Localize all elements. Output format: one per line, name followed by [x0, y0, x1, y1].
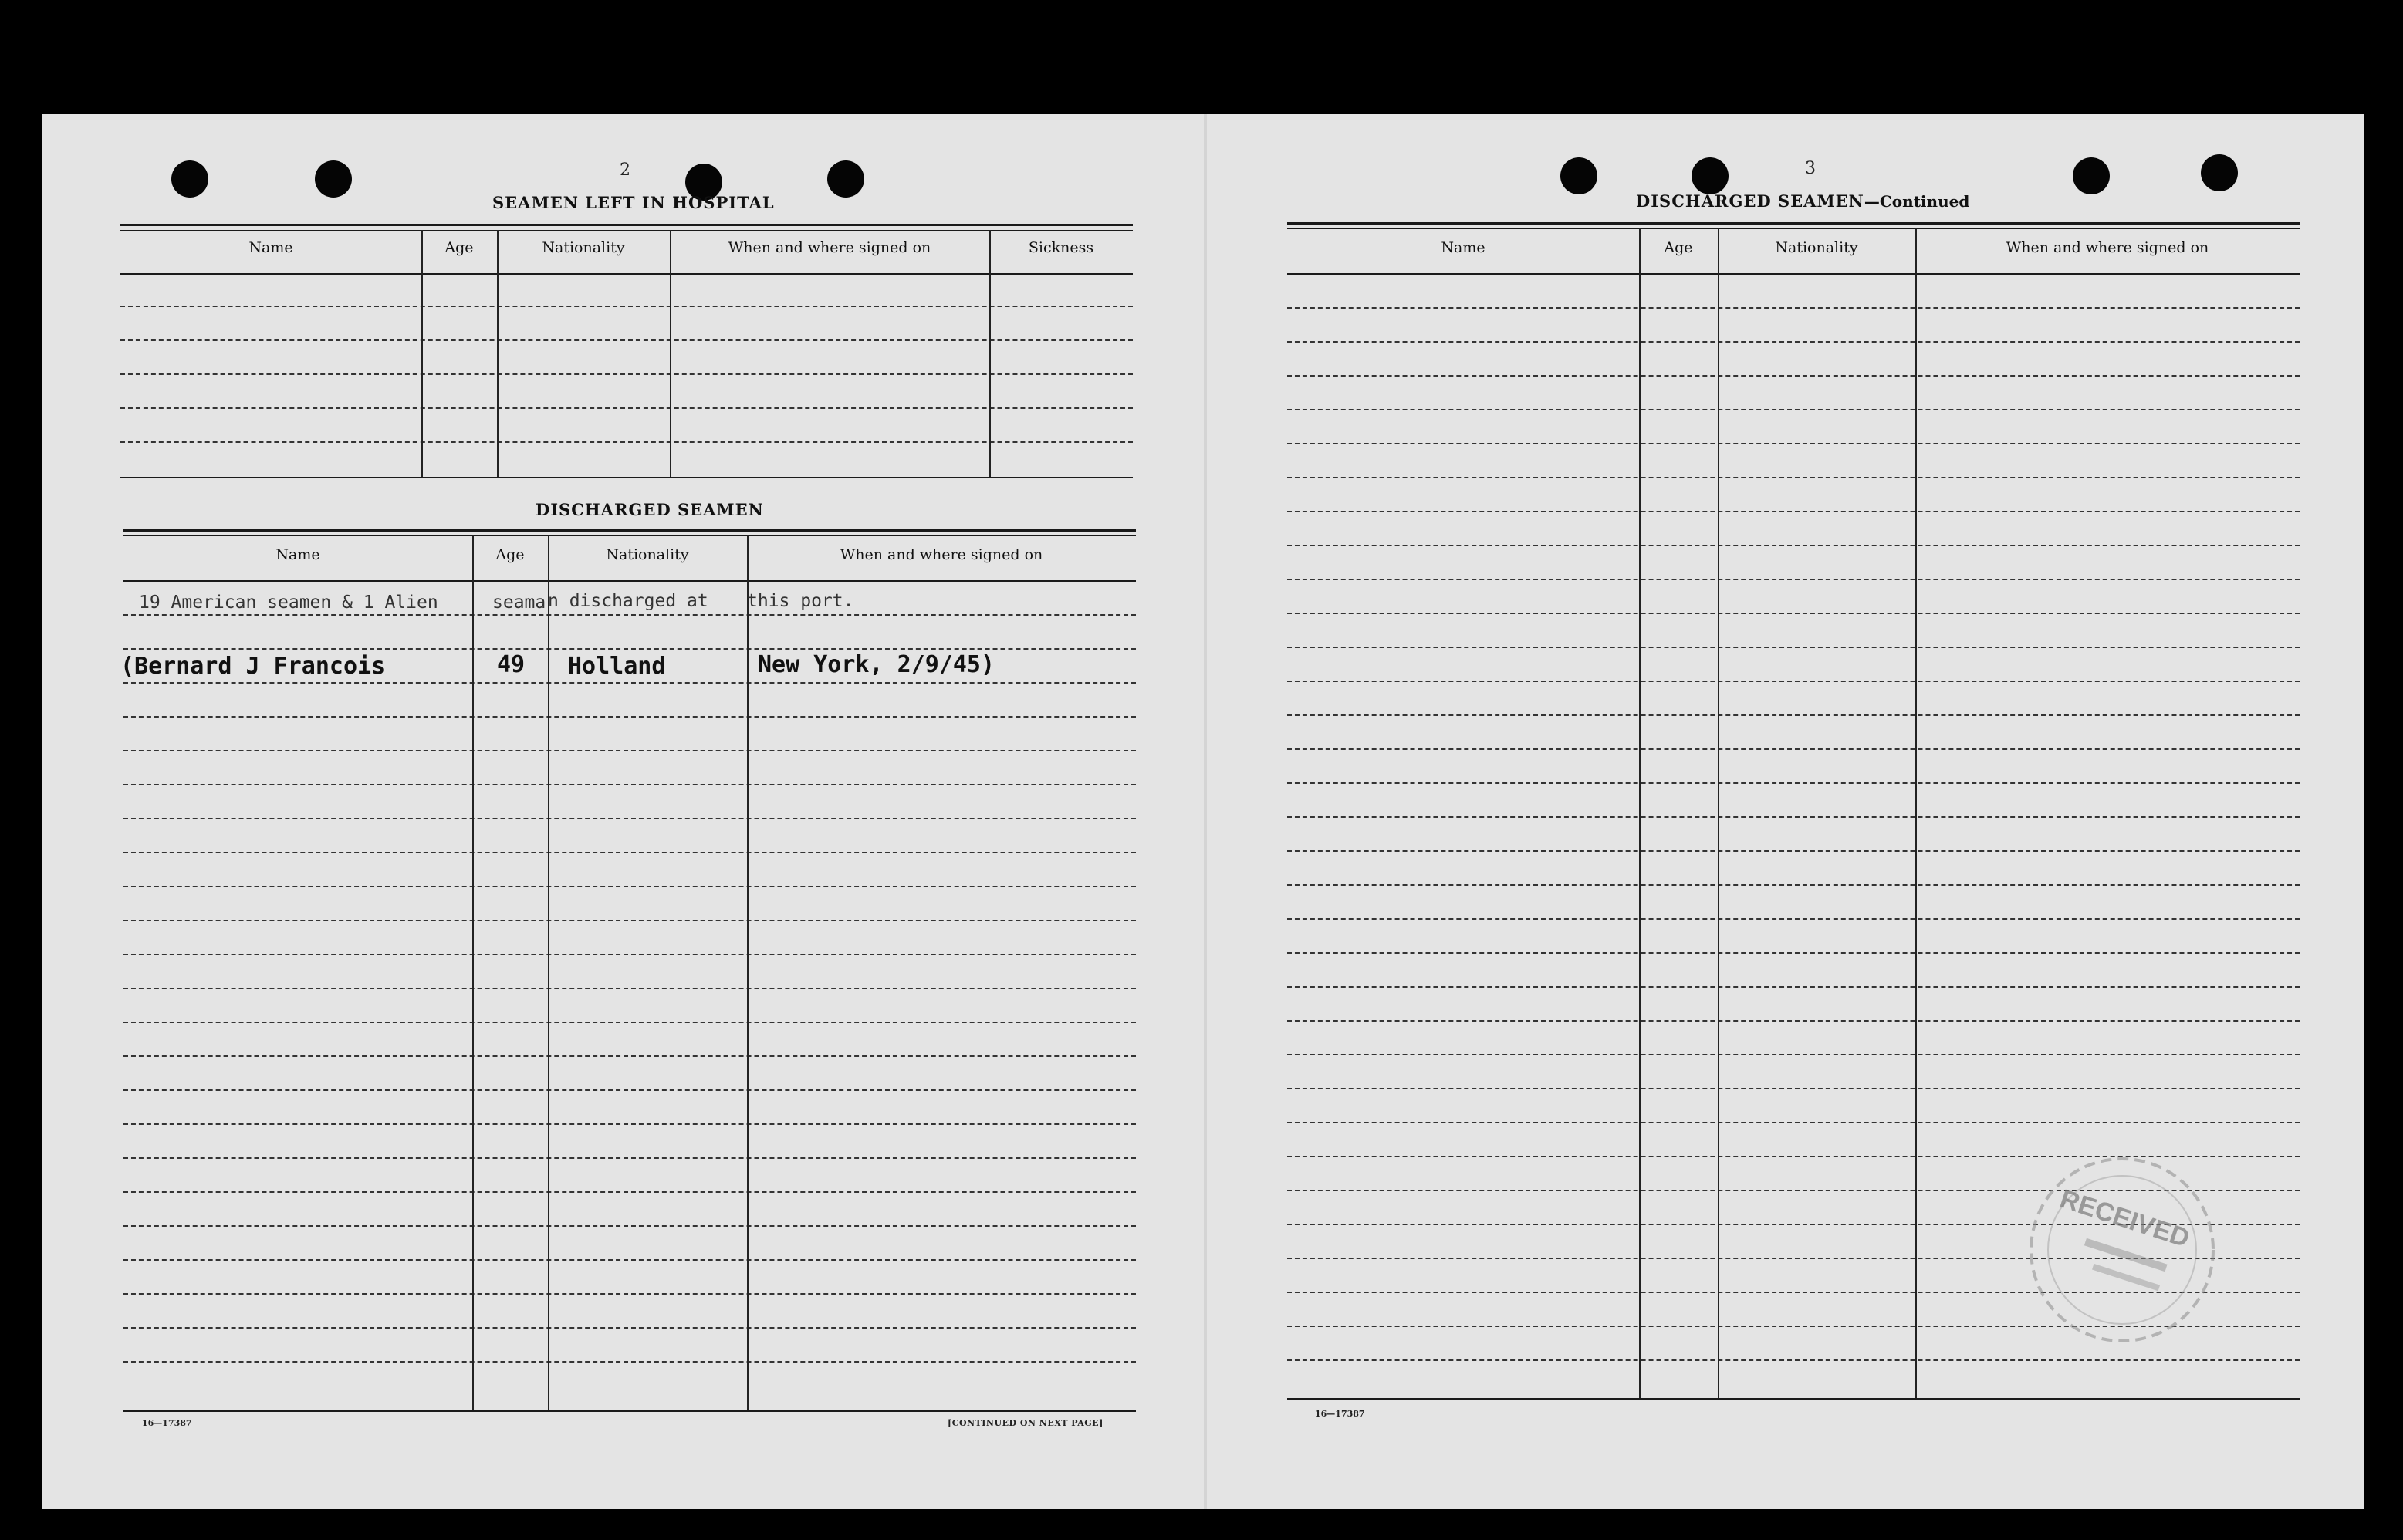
- row-line: [1287, 782, 2300, 784]
- row-line: [1287, 816, 2300, 818]
- table-top-rule: [1287, 228, 2300, 229]
- column-header-age: Age: [1664, 239, 1693, 256]
- row-line: [123, 1022, 1136, 1023]
- page-number-right: 3: [1805, 159, 1816, 178]
- row-line: [123, 886, 1136, 887]
- row-line: [120, 306, 1133, 307]
- row-line: [123, 818, 1136, 819]
- column-header-signed-on: When and where signed on: [2006, 239, 2209, 256]
- column-header-age: Age: [495, 546, 525, 563]
- row-line: [1287, 884, 2300, 886]
- header-underline: [120, 273, 1133, 275]
- punch-hole: [2073, 157, 2110, 194]
- row-line: [120, 441, 1133, 443]
- row-line: [123, 1055, 1136, 1057]
- page-number-left: 2: [620, 160, 630, 180]
- row-line: [123, 1293, 1136, 1295]
- row-line: [123, 1123, 1136, 1125]
- punch-hole: [2201, 154, 2238, 191]
- column-header-name: Name: [275, 546, 320, 563]
- row-line: [1287, 1088, 2300, 1089]
- row-line: [1287, 850, 2300, 852]
- row-line: [120, 339, 1133, 341]
- table-bottom-rule: [1287, 1398, 2300, 1400]
- row-line: [1287, 952, 2300, 954]
- table-top-rule: [120, 230, 1133, 231]
- continued-note: [CONTINUED ON NEXT PAGE]: [948, 1418, 1103, 1428]
- table-top-rule: [123, 529, 1136, 532]
- hospital-section-title: SEAMEN LEFT IN HOSPITAL: [492, 193, 775, 212]
- seaman-name: (Bernard J Francois: [120, 653, 386, 680]
- column-divider: [497, 230, 499, 477]
- row-line: [1287, 341, 2300, 343]
- row-line: [1287, 477, 2300, 478]
- column-header-nationality: Nationality: [542, 239, 625, 256]
- discharge-note-part: seama: [492, 593, 546, 613]
- column-divider: [421, 230, 423, 477]
- row-line: [1287, 511, 2300, 512]
- hospital-table: [120, 219, 1133, 481]
- row-line: [123, 750, 1136, 751]
- row-line: [1287, 1020, 2300, 1022]
- row-line: [1287, 986, 2300, 988]
- punch-hole: [1560, 157, 1597, 194]
- punch-hole: [827, 160, 864, 198]
- table-top-rule: [123, 535, 1136, 536]
- row-line: [1287, 748, 2300, 750]
- discharged-continued-title: [1636, 191, 1969, 211]
- row-line: [1287, 409, 2300, 410]
- discharge-note-part: this port.: [747, 591, 854, 611]
- row-line: [123, 682, 1136, 684]
- form-number-left: 16—17387: [142, 1418, 192, 1428]
- row-line: [1287, 1122, 2300, 1123]
- discharged-section-title: DISCHARGED SEAMEN: [536, 500, 764, 519]
- column-divider: [548, 535, 549, 1410]
- column-header-sickness: Sickness: [1028, 239, 1094, 256]
- row-line: [1287, 1054, 2300, 1055]
- row-line: [123, 614, 1136, 616]
- row-line: [1287, 375, 2300, 377]
- seaman-nationality: Holland: [568, 653, 666, 680]
- table-bottom-rule: [123, 1410, 1136, 1412]
- row-line: [123, 954, 1136, 955]
- title-suffix: —Continued: [1864, 192, 1970, 211]
- table-top-rule: [120, 224, 1133, 226]
- row-line: [123, 648, 1136, 650]
- column-divider: [472, 535, 474, 1410]
- column-header-signed-on: When and where signed on: [840, 546, 1043, 563]
- row-line: [120, 373, 1133, 375]
- column-header-nationality: Nationality: [606, 546, 689, 563]
- column-divider: [989, 230, 991, 477]
- discharge-note-part: 19 American seamen & 1 Alien: [139, 593, 438, 613]
- row-line: [1287, 714, 2300, 716]
- row-line: [1287, 443, 2300, 444]
- row-line: [120, 407, 1133, 409]
- row-line: [1287, 918, 2300, 920]
- seaman-signed-on: New York, 2/9/45): [758, 651, 995, 678]
- form-number-right: 16—17387: [1315, 1409, 1365, 1419]
- punch-hole: [171, 160, 208, 198]
- discharge-note-part: n discharged at: [548, 591, 708, 611]
- header-underline: [123, 580, 1136, 582]
- stamp-text: RECEIVED: [2056, 1184, 2193, 1254]
- row-line: [1287, 1359, 2300, 1361]
- row-line: [123, 1361, 1136, 1363]
- row-line: [123, 1225, 1136, 1227]
- row-line: [1287, 545, 2300, 546]
- row-line: [123, 1259, 1136, 1261]
- column-header-name: Name: [248, 239, 293, 256]
- column-divider: [1639, 228, 1641, 1398]
- table-top-rule: [1287, 222, 2300, 225]
- row-line: [1287, 647, 2300, 648]
- header-underline: [1287, 273, 2300, 275]
- row-line: [1287, 681, 2300, 682]
- row-line: [1287, 613, 2300, 614]
- page-fold: [1204, 114, 1207, 1509]
- column-divider: [1915, 228, 1917, 1398]
- row-line: [1287, 579, 2300, 580]
- column-divider: [670, 230, 671, 477]
- column-divider: [1718, 228, 1719, 1398]
- title-main: DISCHARGED SEAMEN: [1636, 191, 1864, 211]
- seaman-age: 49: [497, 651, 526, 678]
- column-header-nationality: Nationality: [1775, 239, 1858, 256]
- row-line: [123, 920, 1136, 921]
- table-bottom-rule: [120, 477, 1133, 478]
- row-line: [123, 784, 1136, 785]
- row-line: [123, 1327, 1136, 1329]
- column-header-signed-on: When and where signed on: [728, 239, 931, 256]
- row-line: [1287, 307, 2300, 309]
- column-header-age: Age: [444, 239, 474, 256]
- discharged-table: [120, 525, 1136, 1412]
- row-line: [123, 852, 1136, 853]
- column-divider: [747, 535, 749, 1410]
- row-line: [123, 988, 1136, 989]
- row-line: [123, 1089, 1136, 1091]
- punch-hole: [1692, 157, 1729, 194]
- row-line: [123, 1191, 1136, 1193]
- row-line: [123, 716, 1136, 718]
- punch-hole: [315, 160, 352, 198]
- column-header-name: Name: [1441, 239, 1485, 256]
- row-line: [123, 1157, 1136, 1159]
- received-stamp: [2006, 1150, 2238, 1350]
